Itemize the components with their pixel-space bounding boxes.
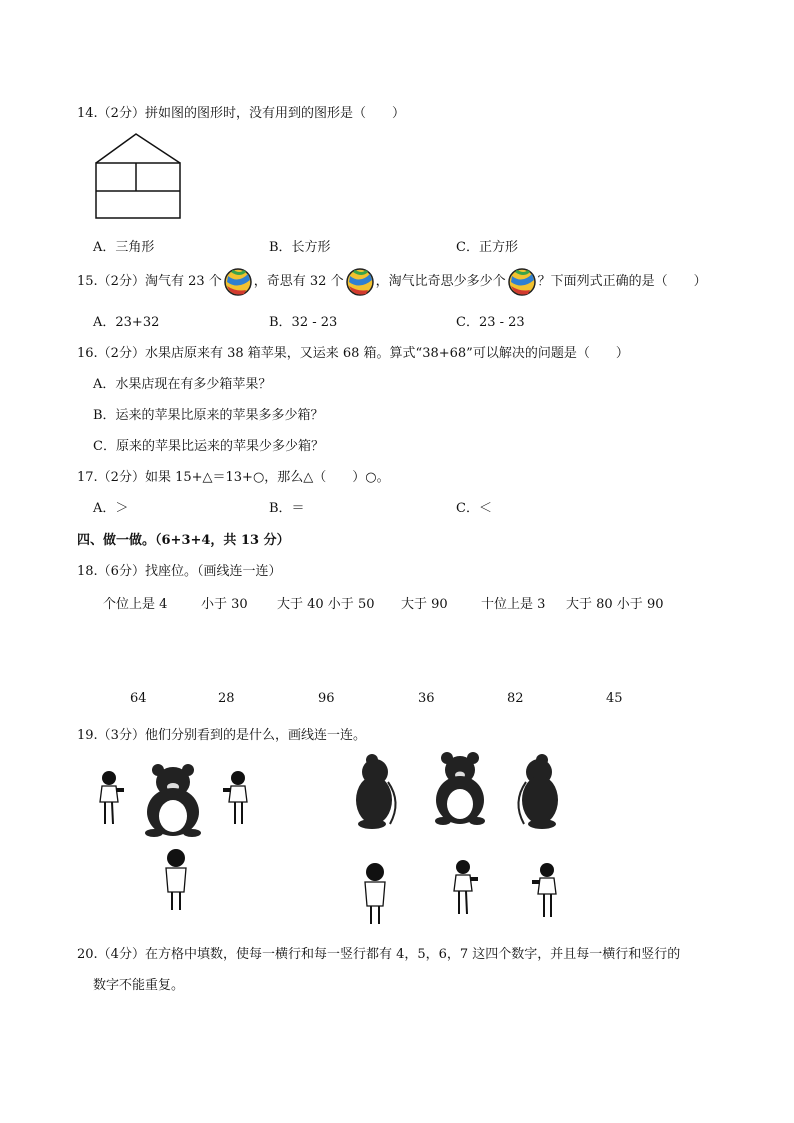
girl-figure: [532, 863, 556, 917]
q15-part2: ，奇思有 32 个: [253, 274, 344, 289]
q15-part1: 15.（2分）淘气有 23 个: [77, 274, 222, 289]
q18-clue: 小于 30: [201, 597, 248, 612]
girl-figure: [454, 860, 478, 914]
q18-clue: 十位上是 3: [481, 597, 546, 612]
bear-figure: [145, 764, 201, 837]
section-heading: 四、做一做。（6+3+4，共 13 分）: [77, 533, 290, 548]
q17-option-b: B．＝: [269, 501, 305, 516]
q16-option-c: C．原来的苹果比运来的苹果少多少箱？: [93, 439, 324, 454]
q15-part4: ？下面列式正确的是（ ）: [537, 274, 707, 289]
q18-number: 64: [130, 691, 147, 706]
q18-number: 82: [507, 691, 524, 706]
q19-stem: 19.（3分）他们分别看到的是什么，画线连一连。: [77, 728, 366, 743]
q15-option-a: A．23+32: [93, 315, 160, 330]
q16-option-a: A．水果店现在有多少箱苹果？: [93, 377, 272, 392]
q15-stem: [77, 267, 707, 297]
ball-icon: [224, 268, 252, 296]
ball-icon: [508, 268, 536, 296]
views-illustration: [350, 752, 570, 927]
q18-number: 96: [318, 691, 335, 706]
girl-figure: [223, 771, 247, 824]
q18-clue: 大于 80 小于 90: [566, 597, 664, 612]
ball-icon: [346, 268, 374, 296]
bear-side-view: [356, 754, 396, 829]
q14-option-b: B．长方形: [269, 240, 331, 255]
q18-clue: 大于 40 小于 50: [277, 597, 375, 612]
q15-part3: ，淘气比奇思少多少个: [375, 274, 506, 289]
q18-number: 28: [218, 691, 235, 706]
q16-stem: 16.（2分）水果店原来有 38 箱苹果，又运来 68 箱。算式“38+68”可以解决的问题是（ ）: [77, 346, 629, 361]
q17-stem: 17.（2分）如果 15+△＝13+○，那么△（ ）○。: [77, 470, 390, 485]
q20-stem-line1: 20.（4分）在方格中填数，使每一横行和每一竖行都有 4，5，6，7 这四个数字，并且每一横行和竖行的: [77, 947, 681, 962]
girl-figure: [100, 771, 124, 824]
house-shape-figure: [94, 131, 184, 221]
q16-option-b: B．运来的苹果比原来的苹果多多少箱？: [93, 408, 324, 423]
bear-front-view: [435, 752, 485, 825]
q14-stem: 14.（2分）拼如图的图形时，没有用到的图形是（ ）: [77, 106, 405, 121]
q18-stem: 18.（6分）找座位。（画线连一连）: [77, 564, 282, 579]
boy-figure: [365, 863, 385, 924]
q18-clue: 大于 90: [401, 597, 448, 612]
q20-stem-line2: 数字不能重复。: [93, 978, 185, 993]
bear-scene-illustration: [96, 764, 256, 914]
q15-option-c: C．23 - 23: [456, 315, 525, 330]
q17-option-c: C．＜: [456, 501, 492, 516]
q17-option-a: A．＞: [93, 501, 129, 516]
boy-figure: [166, 849, 186, 910]
q14-option-a: A．三角形: [93, 240, 155, 255]
q18-number: 36: [418, 691, 435, 706]
q14-option-c: C．正方形: [456, 240, 518, 255]
q18-number: 45: [606, 691, 623, 706]
bear-side-view: [518, 754, 558, 829]
q15-option-b: B．32 - 23: [269, 315, 338, 330]
q18-clue: 个位上是 4: [103, 597, 168, 612]
